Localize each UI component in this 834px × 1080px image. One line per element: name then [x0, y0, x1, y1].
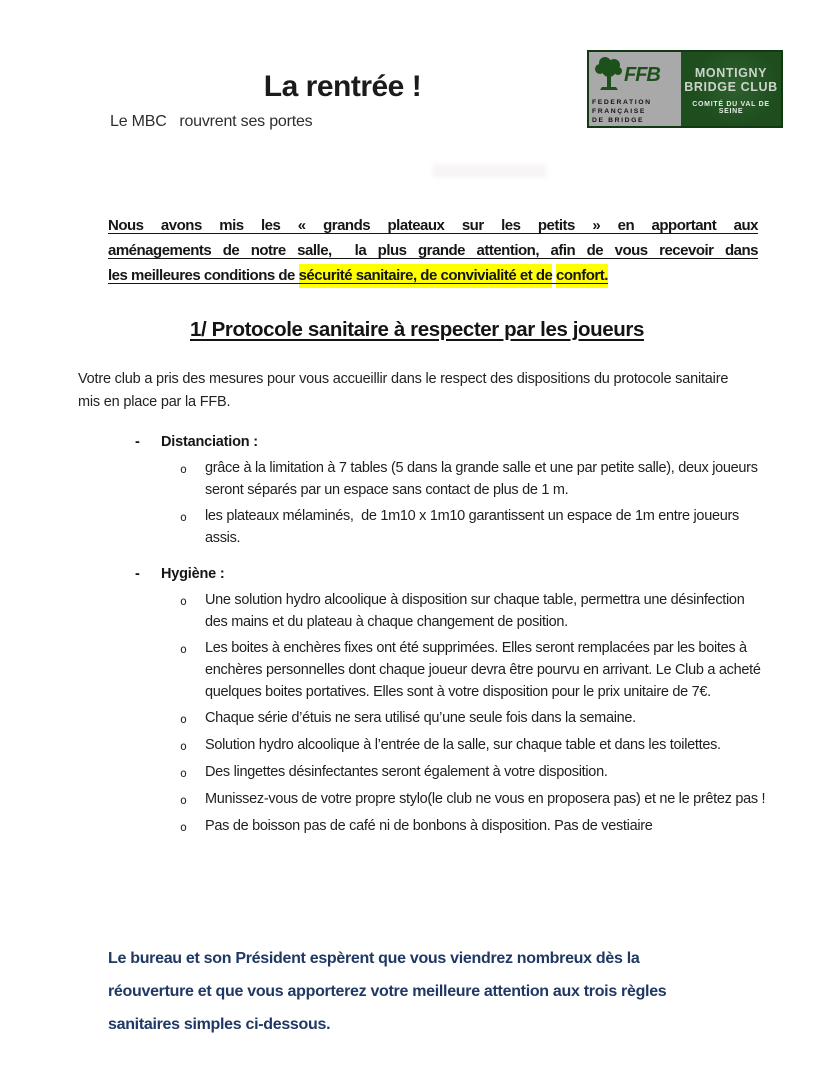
- section-intro-paragraph: [78, 368, 778, 414]
- bullet-item: [135, 815, 767, 838]
- tree-icon: [592, 53, 628, 98]
- federation-name: [589, 96, 681, 127]
- federation-line: DE BRIDGE: [592, 117, 645, 124]
- circle-marker: o: [180, 820, 187, 834]
- closing-paragraph: [108, 942, 798, 1041]
- protocol-lists: [135, 431, 767, 838]
- section-heading: 1/ Protocole sanitaire à respecter par les joueurs: [190, 318, 644, 341]
- highlighted-segment: sécurité sanitaire, de convivialité et de: [299, 264, 553, 288]
- circle-marker: o: [180, 766, 187, 780]
- bullet-text: Les boites à enchères fixes ont été supprimées. Elles seront remplacées par les boites à enchères personnelles dont chaque joueur devra être pourvu en arrivant. Le Club a acheté quelques boites portatives. Elles sont à votre disposition pour le prix unitaire de 7€.: [205, 640, 765, 700]
- faint-print-artifact: [432, 164, 547, 178]
- list-distanciation: [135, 431, 767, 549]
- intro-text-segment: les meilleures conditions de: [108, 267, 299, 284]
- bullet-item: [135, 761, 767, 784]
- intro-line: [108, 263, 758, 288]
- closing-line: Le bureau et son Président espèrent que vous viendrez nombreux dès la: [108, 950, 640, 967]
- club-logo: [587, 50, 783, 128]
- bullet-item: [135, 734, 767, 757]
- bullet-text: Solution hydro alcoolique à l’entrée de la salle, sur chaque table et dans les toilettes.: [205, 737, 721, 753]
- club-name-line: BRIDGE CLUB: [684, 79, 778, 94]
- ffb-logo-panel: [589, 52, 681, 126]
- montigny-club-panel: [681, 52, 781, 126]
- dash-marker: -: [135, 566, 140, 582]
- section-intro-line: mis en place par la FFB.: [78, 394, 231, 410]
- circle-marker: o: [180, 739, 187, 753]
- highlighted-segment: confort.: [556, 264, 608, 288]
- intro-paragraph: [108, 213, 758, 288]
- bullet-item: [135, 589, 767, 633]
- circle-marker: o: [180, 462, 187, 476]
- closing-line: sanitaires simples ci-dessous.: [108, 1016, 331, 1033]
- bullet-item: [135, 707, 767, 730]
- club-name-line: MONTIGNY: [694, 65, 768, 80]
- bullet-text: Munissez-vous de votre propre stylo(le club ne vous en proposera pas) et ne le prêtez pas !: [205, 791, 766, 807]
- bullet-text: Des lingettes désinfectantes seront également à votre disposition.: [205, 764, 608, 780]
- bullet-text: grâce à la limitation à 7 tables (5 dans la grande salle et une par petite salle), deux joueurs seront séparés par un espace sans contact de plus de 1 m.: [205, 460, 762, 498]
- circle-marker: o: [180, 510, 187, 524]
- circle-marker: o: [180, 594, 187, 608]
- bullet-item: [135, 637, 767, 703]
- circle-marker: o: [180, 793, 187, 807]
- ffb-acronym: FFB: [624, 63, 660, 86]
- bullet-text: Une solution hydro alcoolique à disposition sur chaque table, permettra une désinfection des mains et du plateau à chaque changement de position.: [205, 592, 749, 630]
- bullet-text: Chaque série d’étuis ne sera utilisé qu’une seule fois dans la semaine.: [205, 710, 636, 726]
- federation-line: FRANÇAISE: [592, 108, 647, 115]
- circle-marker: o: [180, 642, 187, 656]
- closing-line: réouverture et que vous apporterez votre meilleure attention aux trois règles: [108, 983, 667, 1000]
- circle-marker: o: [180, 712, 187, 726]
- intro-line: Nous avons mis les « grands plateaux sur les petits » en apportant aux: [108, 217, 758, 234]
- list-hygiene: [135, 563, 767, 838]
- bullet-item: [135, 505, 767, 549]
- list-label: Hygiène :: [161, 566, 225, 582]
- document-title: La rentrée !: [263, 70, 422, 103]
- list-label: Distanciation :: [161, 434, 258, 450]
- bullet-item: [135, 457, 767, 501]
- bullet-text: les plateaux mélaminés, de 1m10 x 1m10 garantissent un espace de 1m entre joueurs assis.: [205, 508, 743, 546]
- bullet-text: Pas de boisson pas de café ni de bonbons à disposition. Pas de vestiaire: [205, 818, 653, 834]
- bullet-item: [135, 788, 767, 811]
- federation-line: FEDERATION: [592, 99, 652, 106]
- intro-line: aménagements de notre salle, la plus grande attention, afin de vous recevoir dans: [108, 242, 758, 259]
- document-subtitle: Le MBC rouvrent ses portes: [110, 113, 313, 130]
- dash-marker: -: [135, 434, 140, 450]
- section-intro-line: Votre club a pris des mesures pour vous accueillir dans le respect des dispositions du protocole sanitaire: [78, 371, 729, 387]
- committee-name: COMITÉ DU VAL DE SEINE: [692, 100, 770, 115]
